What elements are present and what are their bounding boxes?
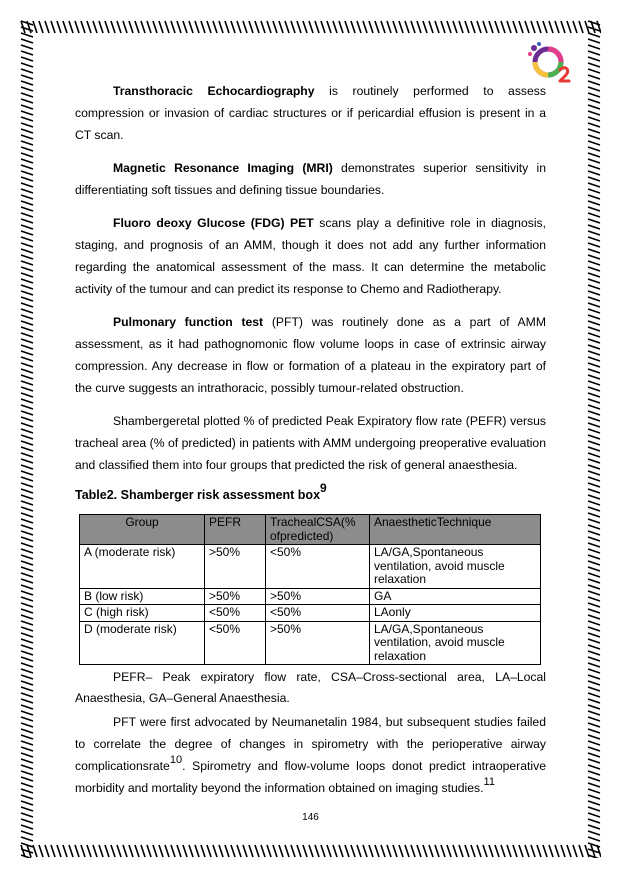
- page-border-right: [587, 20, 601, 858]
- paragraph-echocardiography: Transthoracic Echocardiography is routinely performed to assess compression or invasion of cardiac structures or if pericardial effusion is present in a CT scan.: [75, 84, 546, 142]
- table-cell: <50%: [205, 621, 266, 665]
- column-header-anaesthetic-technique: AnaestheticTechnique: [370, 515, 541, 545]
- table-cell: >50%: [205, 545, 266, 589]
- column-header-group: Group: [80, 515, 205, 545]
- paragraph-mri: Magnetic Resonance Imaging (MRI) demonstrates superior sensitivity in differentiating soft tissues and defining tissue boundaries.: [75, 161, 546, 197]
- table-cell: >50%: [205, 588, 266, 605]
- paragraph-pft: Pulmonary function test (PFT) was routinely done as a part of AMM assessment, as it had pathognomonic flow volume loops in case of extrinsic airway compression. Any decrease in flow or formation of a plateau in the expiratory part of the curve suggests an intrathoracic, possibly tumour-related obstruction.: [75, 315, 546, 395]
- table-row: [80, 621, 541, 665]
- table-cell: LAonly: [370, 605, 541, 622]
- shamberger-risk-table: [79, 514, 541, 665]
- paragraph-shamberger: Shambergeretal plotted % of predicted Peak Expiratory flow rate (PEFR) versus tracheal area (% of predicted) in patients with AMM undergoing preoperative evaluation and classified them into four groups that predicted the risk of general anaesthesia.: [75, 414, 546, 472]
- table-cell: C (high risk): [80, 605, 205, 622]
- table-cell: B (low risk): [80, 588, 205, 605]
- table-cell: LA/GA,Spontaneous ventilation, avoid muscle relaxation: [370, 545, 541, 589]
- page-border-left: [20, 20, 34, 858]
- table-row: [80, 545, 541, 589]
- table-footnote: PEFR– Peak expiratory flow rate, CSA–Cross-sectional area, LA–Local Anaesthesia, GA–General Anaesthesia.: [75, 670, 546, 705]
- table-header-row: [80, 515, 541, 545]
- table-cell: A (moderate risk): [80, 545, 205, 589]
- table-cell: <50%: [266, 605, 370, 622]
- reference-10: 10: [169, 753, 183, 766]
- page-border-top: [20, 20, 601, 34]
- table-cell: <50%: [266, 545, 370, 589]
- page-border-bottom: [20, 844, 601, 858]
- page-number: 146: [302, 812, 319, 823]
- table-cell: D (moderate risk): [80, 621, 205, 665]
- table-cell: >50%: [266, 621, 370, 665]
- table-title: Table2. Shamberger risk assessment box$^9$: [75, 480, 327, 502]
- table-cell: GA: [370, 588, 541, 605]
- table-cell: LA/GA,Spontaneous ventilation, avoid muscle relaxation: [370, 621, 541, 665]
- column-header-pefr: PEFR: [205, 515, 266, 545]
- table-title-reference: 9: [320, 480, 327, 495]
- page-content: [75, 80, 546, 799]
- table-row: [80, 605, 541, 622]
- table-cell: <50%: [205, 605, 266, 622]
- paragraph-fdg-pet: Fluoro deoxy Glucose (FDG) PET scans play a definitive role in diagnosis, staging, and prognosis of an AMM, though it does not add any further information regarding the anatomical assessment of the mass. It can determine the metabolic activity of the tumour and can predict its response to Chemo and Radiotherapy.: [75, 216, 547, 296]
- column-header-tracheal-csa: TrachealCSA(% ofpredicted): [266, 515, 370, 545]
- reference-11: 11: [483, 775, 495, 788]
- paragraph-pft-history: PFT were first advocated by Neumanetalin 1984, but subsequent studies failed to correlate the degree of changes in spirometry with the perioperative airway complicationsrate$^{10}$. Spirometry and flow-volume loops donot predict intraoperative morbidity and mortality beyond the information obtained on imaging studies.$^{11}$: [75, 715, 546, 795]
- table-row: [80, 588, 541, 605]
- table-cell: >50%: [266, 588, 370, 605]
